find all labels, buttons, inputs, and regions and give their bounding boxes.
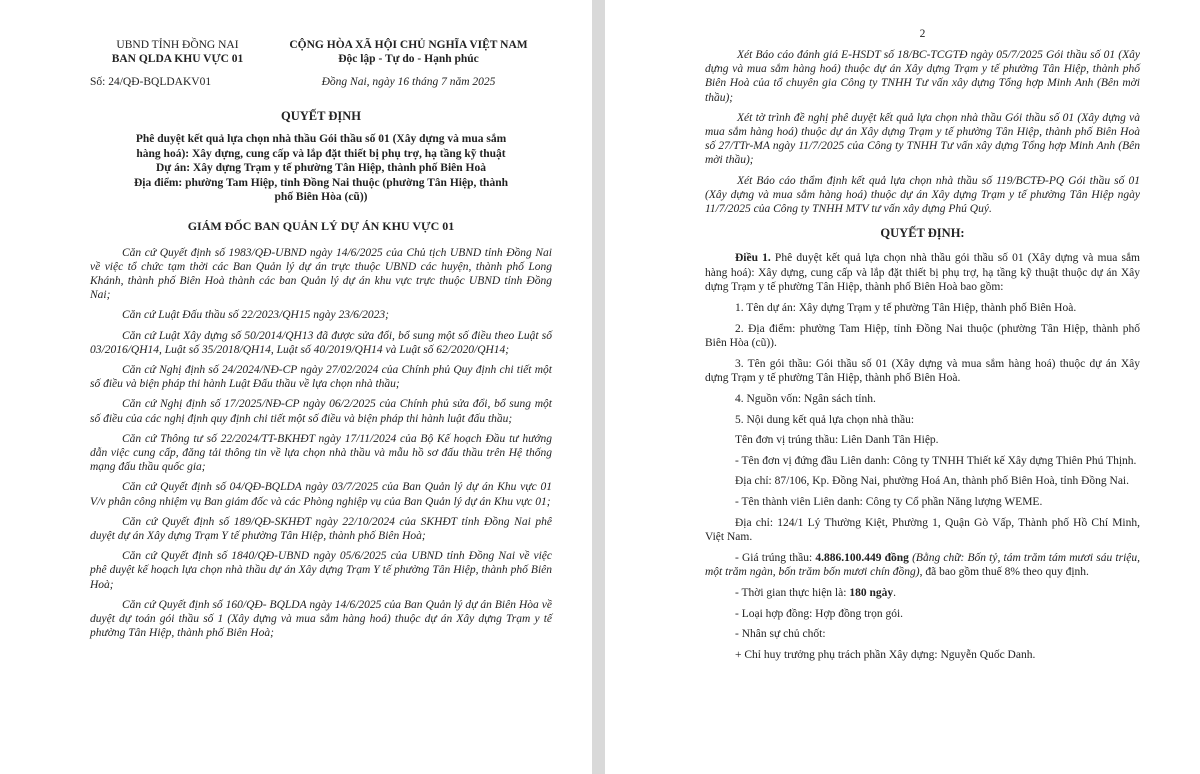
page-number: 2 [919,28,926,40]
legal-basis: Căn cứ Quyết định số 189/QĐ-SKHĐT ngày 22/10/2024 của SKHĐT tỉnh Đồng Nai phê duyệt dự án Xây dựng Trạm Y tế phường Tân Hiệp, thành phố Biên Hoà; [90,515,552,542]
article-text: Phê duyệt kết quả lựa chọn nhà thầu gói thầu số 01 (Xây dựng và mua sắm hàng hoá): Xây dựng, cung cấp và lắp đặt thiết bị phụ trợ, hạ tầng kỹ thuật thuộc dự án Xây dựng Trạm y tế phường Tân Hiệp, thành phố Biên Hoà bao gồm: [705,252,1140,294]
contract-type: - Loại hợp đồng: Hợp đồng trọn gói. [735,607,904,620]
legal-basis: Căn cứ Thông tư số 22/2024/TT-BKHĐT ngày 17/11/2024 của Bộ Kế hoạch Đầu tư hướng dẫn việc cung cấp, đăng tải thông tin về lựa chọn nhà thầu và mẫu hồ sơ đấu thầu trên Hệ thống mạng đấu thầu quốc gia; [90,432,552,474]
subject-line: Dự án: Xây dựng Trạm y tế phường Tân Hiệp, thành phố Biên Hoà [156,162,486,174]
subject-line: Địa điểm: phường Tam Hiệp, tỉnh Đồng Nai thuộc (phường Tân Hiệp, thành [134,176,508,189]
consideration: Xét tờ trình đề nghị phê duyệt kết quả lựa chọn nhà thầu Gói thầu số 01 (Xây dựng và mua sắm hàng hoá) thuộc dự án Xây dựng Trạm y tế phường Tân Hiệp, thành phố Biên Hoà số 27/TTr-MA ngày 11/7/2025 của Công ty TNHH Tư vấn xây dựng Tổng hợp Minh Anh (Bên mời thầu); [705,111,1140,167]
list-item: Địa chỉ: 124/1 Lý Thường Kiệt, Phường 1, Quận Gò Vấp, Thành phố Hồ Chí Minh, Việt Nam. [705,516,1140,544]
duration-value: 180 ngày [849,586,894,599]
list-item: 3. Tên gói thầu: Gói thầu số 01 (Xây dựng và mua sắm hàng hoá) thuộc dự án Xây dựng Trạm y tế phường Tân Hiệp, thành phố Biên Hoà. [705,357,1140,385]
article-1 [705,251,1140,295]
document-page-1 [0,0,592,774]
duration [705,586,1140,601]
list-item: Địa chỉ: 87/106, Kp. Đồng Nai, phường Hoá An, thành phố Biên Hoà, tỉnh Đồng Nai. [735,475,1130,488]
list-item: - Tên thành viên Liên danh: Công ty Cổ phần Năng lượng WEME. [735,495,1043,508]
legal-basis: Căn cứ Quyết định số 160/QĐ- BQLDA ngày 14/6/2025 của Ban Quản lý dự án Biên Hòa về duyệt dự toán gói thầu số 1 (Xây dựng và mua sắm hàng hoá) thuộc dự án Xây dựng Trạm y tế phường Tân Hiệp, thành phố Biên Hoà; [90,598,552,640]
legal-basis: Căn cứ Luật Đấu thầu số 22/2023/QH15 ngày 23/6/2023; [122,309,389,322]
duration-suffix: . [893,586,896,599]
commander: + Chỉ huy trưởng phụ trách phần Xây dựng: Nguyễn Quốc Danh. [735,648,1036,661]
winning-price [705,551,1140,580]
list-item: 4. Nguồn vốn: Ngân sách tỉnh. [735,392,876,405]
decision-heading: QUYẾT ĐỊNH: [880,226,965,241]
list-item: 5. Nội dung kết quả lựa chọn nhà thầu: [735,413,915,426]
nation-motto: Độc lập - Tự do - Hạnh phúc [338,53,479,65]
price-suffix: , đã bao gồm thuế 8% theo quy định. [919,566,1089,579]
legal-basis: Căn cứ Quyết định số 1840/QĐ-UBND ngày 05/6/2025 của UBND tỉnh Đồng Nai về việc phê duyệt kế hoạch lựa chọn nhà thầu dự án Xây dựng Trạm Y tế phường Tân Hiệp, thành phố Biên Hoà; [90,550,552,591]
nation-block [265,38,552,89]
legal-basis: Căn cứ Nghị định số 24/2024/NĐ-CP ngày 27/02/2024 của Chính phủ Quy định chi tiết một số điều và biện pháp thi hành Luật Đấu thầu về lựa chọn nhà thầu; [90,363,552,391]
consideration: Xét Báo cáo thẩm định kết quả lựa chọn nhà thầu số 119/BCTĐ-PQ Gói thầu số 01 (Xây dựng và mua sắm hàng hoá) thuộc dự án Xây dựng Trạm y tế phường Tân Hiệp ngày 11/7/2025 của Công ty TNHH MTV tư vấn xây dựng Phú Quý. [705,174,1140,216]
nation-title: CỘNG HÒA XÃ HỘI CHỦ NGHĨA VIỆT NAM [289,39,528,51]
legal-basis: Căn cứ Nghị định số 17/2025/NĐ-CP ngày 06/2/2025 của Chính phủ sửa đổi, bổ sung một số điều của các nghị định quy định chi tiết một số điều và biện pháp thi hành luật đấu thầu; [90,398,552,425]
agency-name: UBND TỈNH ĐỒNG NAI [116,39,239,51]
document-header [90,38,552,89]
key-personnel: - Nhân sự chủ chốt: [735,628,826,641]
price-prefix: - Giá trúng thầu: [735,551,816,564]
list-item: Tên đơn vị trúng thầu: Liên Danh Tân Hiệp. [735,434,939,447]
legal-basis: Căn cứ Quyết định số 04/QĐ-BQLDA ngày 03/7/2025 của Ban Quản lý dự án Khu vực 01 V/v phân công nhiệm vụ Ban giám đốc và các Phòng nghiệp vụ của Ban Quản lý dự án Khu vực 01; [90,481,552,508]
article-label: Điều 1. [735,252,771,265]
list-item: 1. Tên dự án: Xây dựng Trạm y tế phường Tân Hiệp, thành phố Biên Hoà. [735,302,1077,315]
list-item: - Tên đơn vị đứng đầu Liên danh: Công ty TNHH Thiết kế Xây dựng Thiên Phú Thịnh. [735,454,1137,467]
agency-unit: BAN QLDA KHU VỰC 01 [111,53,244,65]
legal-basis: Căn cứ Quyết định số 1983/QĐ-UBND ngày 14/6/2025 của Chủ tịch UBND tỉnh Đồng Nai về việc tổ chức tạm thời các Ban Quản lý dự án trực thuộc UBND các huyện, thành phố Long Khánh, thành phố Biên Hoà thành các ban Quản lý dự án khu vực trực thuộc UBND tỉnh Đồng Nai; [90,246,552,302]
subject-line: Phê duyệt kết quả lựa chọn nhà thầu Gói thầu số 01 (Xây dựng và mua sắm [135,133,507,145]
subject-line: hàng hoá): Xây dựng, cung cấp và lắp đặt thiết bị phụ trợ, hạ tầng kỹ thuật [136,147,506,160]
issuer-title: GIÁM ĐỐC BAN QUẢN LÝ DỰ ÁN KHU VỰC 01 [187,218,455,233]
legal-basis: Căn cứ Luật Xây dựng số 50/2014/QH13 đã được sửa đổi, bổ sung một số điều theo Luật số 03/2016/QH14, Luật số 35/2018/QH14, Luật số 40/2019/QH14 và Luật số 62/2020/QH14; [90,329,552,356]
price-words: (Bằng chữ: Bốn tỷ, tám trăm tám mươi sáu triệu, một trăm ngàn, bốn trăm bốn mươi chín đồng) [705,551,1141,579]
duration-prefix: - Thời gian thực hiện là: [735,586,850,599]
list-item: 2. Địa điểm: phường Tam Hiệp, tỉnh Đồng Nai thuộc (phường Tân Hiệp, thành phố Biên Hòa (cũ)). [705,322,1140,350]
agency-block [90,38,265,89]
document-title: QUYẾT ĐỊNH [281,109,361,123]
document-date: Đồng Nai, ngày 16 tháng 7 năm 2025 [321,76,496,88]
consideration: Xét Báo cáo đánh giá E-HSDT số 18/BC-TCGTĐ ngày 05/7/2025 Gói thầu số 01 (Xây dựng và mua sắm hàng hoá) thuộc dự án Xây dựng Trạm y tế phường Tân Hiệp, thành phố Biên Hoà của tổ chuyên gia Công ty TNHH Tư vấn xây dựng Tổng hợp Minh Anh (Bên mời thầu); [705,49,1140,104]
document-page-2 [605,0,1200,774]
document-number: Số: 24/QĐ-BQLDAKV01 [90,76,212,88]
price-value: 4.886.100.449 đồng [815,551,909,564]
document-subject [90,132,552,205]
subject-line: phố Biên Hòa (cũ)) [274,191,368,203]
